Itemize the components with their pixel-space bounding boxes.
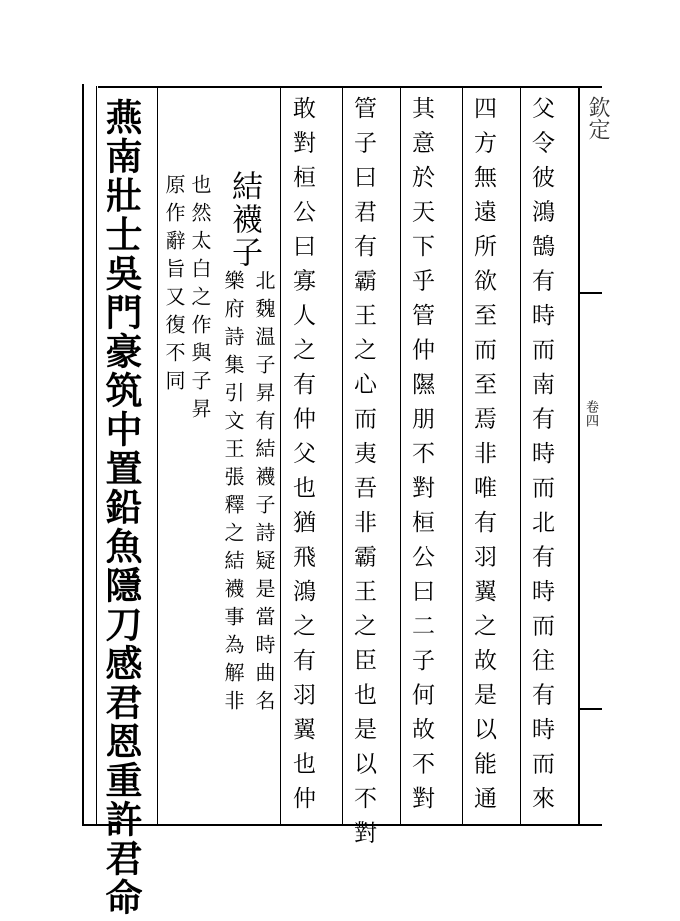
column-divider-2 xyxy=(280,86,281,824)
text-column-4: 管子曰君有霸王之心而夷吾非霸王之臣也是以不對 xyxy=(350,96,376,855)
outer-border-bottom xyxy=(82,824,602,826)
column-divider-4 xyxy=(400,86,401,824)
column-divider-6 xyxy=(520,86,521,824)
column-divider-1 xyxy=(157,86,158,824)
column-divider-3 xyxy=(342,86,343,824)
poem-body: 燕南壯士吳門豪筑中置鉛魚隱刀感君恩重許君命 xyxy=(99,98,143,917)
annotation-left: 樂府詩集引文王張釋之結襪事為解非 xyxy=(221,270,245,718)
column-divider-5 xyxy=(462,86,463,824)
margin-title-fragment: 欽定 xyxy=(585,96,610,140)
block-right-border xyxy=(578,86,580,826)
text-column-1: 父令彼鴻鵠有時而南有時而北有時而往有時而來 xyxy=(528,96,554,821)
text-column-2: 四方無遠所欲至而至焉非唯有羽翼之故是以能通 xyxy=(470,96,496,821)
text-column-3: 其意於天下乎管仲隰朋不對桓公曰二子何故不對 xyxy=(408,96,434,821)
commentary-left: 原作辭旨又復不同 xyxy=(162,174,186,398)
inner-border-left xyxy=(96,86,97,824)
poem-title: 結襪子 xyxy=(226,170,262,269)
outer-border-left xyxy=(82,84,84,826)
outer-border-top xyxy=(98,86,602,88)
annotation-right: 北魏温子昇有結襪子詩疑是當時曲名 xyxy=(252,270,276,718)
text-column-5: 敢對桓公曰寡人之有仲父也猶飛鴻之有羽翼也仲 xyxy=(289,96,315,821)
margin-tick-lower xyxy=(578,708,602,710)
margin-chapter-label: 卷四 xyxy=(583,400,598,428)
commentary-right: 也然太白之作與子昇 xyxy=(188,174,212,426)
margin-tick-upper xyxy=(578,292,602,294)
